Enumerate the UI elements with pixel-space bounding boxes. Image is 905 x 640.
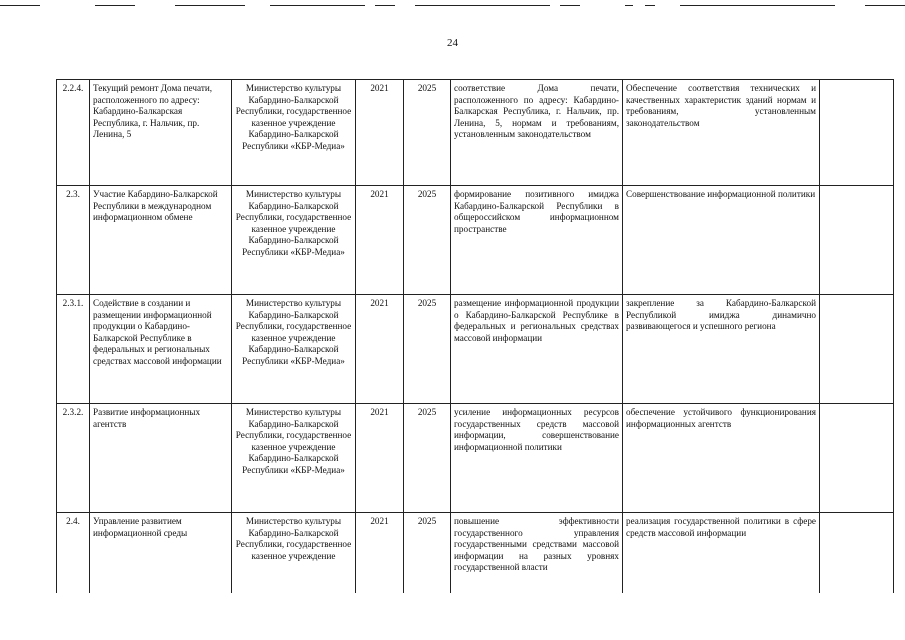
empty-cell — [820, 80, 894, 186]
row-number: 2.2.4. — [57, 80, 90, 186]
table-row — [57, 80, 894, 186]
scan-line — [560, 5, 580, 6]
measure-name: Управление развитием информационной среды — [90, 513, 232, 593]
table-row — [57, 186, 894, 295]
program-table — [56, 79, 894, 593]
measure-name: Участие Кабардино-Балкарской Республики в международном информационном обмене — [90, 186, 232, 295]
empty-cell — [820, 513, 894, 593]
measure-name: Развитие информационных агентств — [90, 404, 232, 513]
measure-content: размещение информационной продукции о Кабардино-Балкарской Республике в федеральных и региональных средствах массовой информации — [451, 295, 623, 404]
end-year: 2025 — [404, 404, 451, 513]
scan-line — [680, 5, 835, 6]
scan-line — [865, 5, 905, 6]
table-row — [57, 513, 894, 593]
measure-content: повышение эффективности государственного управления государственными средствами массовой информации на разных уровнях государственной власти — [451, 513, 623, 593]
executor: Министерство культуры Кабардино-Балкарской Республики, государственное казенное учреждение Кабардино-Балкарской Республики «КБР-Медиа» — [232, 295, 356, 404]
executor: Министерство культуры Кабардино-Балкарской Республики, государственное казенное учреждение Кабардино-Балкарской Республики «КБР-Медиа» — [232, 404, 356, 513]
measure-content: формирование позитивного имиджа Кабардино-Балкарской Республики в общероссийском информационном пространстве — [451, 186, 623, 295]
empty-cell — [820, 404, 894, 513]
row-number: 2.3.1. — [57, 295, 90, 404]
scan-line — [625, 5, 633, 6]
end-year: 2025 — [404, 80, 451, 186]
executor: Министерство культуры Кабардино-Балкарской Республики, государственное казенное учреждение — [232, 513, 356, 593]
expected-result: Совершенствование информационной политики — [623, 186, 820, 295]
expected-result: закрепление за Кабардино-Балкарской Республикой имиджа динамично развивающегося и успешного региона — [623, 295, 820, 404]
executor: Министерство культуры Кабардино-Балкарской Республики, государственное казенное учреждение Кабардино-Балкарской Республики «КБР-Медиа» — [232, 186, 356, 295]
start-year: 2021 — [356, 513, 404, 593]
start-year: 2021 — [356, 80, 404, 186]
scan-line — [95, 5, 135, 6]
expected-result: реализация государственной политики в сфере средств массовой информации — [623, 513, 820, 593]
measure-name: Текущий ремонт Дома печати, расположенного по адресу: Кабардино-Балкарская Республика, г. Нальчик, пр. Ленина, 5 — [90, 80, 232, 186]
start-year: 2021 — [356, 186, 404, 295]
measure-content: усиление информационных ресурсов государственных средств массовой информации, совершенствование информационной политики — [451, 404, 623, 513]
empty-cell — [820, 186, 894, 295]
measure-content: соответствие Дома печати, расположенного по адресу: Кабардино-Балкарская Республика, г. Нальчик, пр. Ленина, 5, нормам и требованиям, установленным законодательством — [451, 80, 623, 186]
end-year: 2025 — [404, 186, 451, 295]
scan-line — [375, 5, 395, 6]
empty-cell — [820, 295, 894, 404]
start-year: 2021 — [356, 295, 404, 404]
scan-line — [175, 5, 245, 6]
expected-result: Обеспечение соответствия технических и качественных характеристик зданий нормам и требованиям, установленным законодательством — [623, 80, 820, 186]
scan-line — [270, 5, 365, 6]
scan-line — [645, 5, 655, 6]
table-row — [57, 295, 894, 404]
executor: Министерство культуры Кабардино-Балкарской Республики, государственное казенное учреждение Кабардино-Балкарской Республики «КБР-Медиа» — [232, 80, 356, 186]
measure-name: Содействие в создании и размещении информационной продукции о Кабардино-Балкарской Республике в федеральных и региональных средствах массовой информации — [90, 295, 232, 404]
end-year: 2025 — [404, 513, 451, 593]
row-number: 2.3. — [57, 186, 90, 295]
expected-result: обеспечение устойчивого функционирования информационных агентств — [623, 404, 820, 513]
row-number: 2.3.2. — [57, 404, 90, 513]
start-year: 2021 — [356, 404, 404, 513]
table-row — [57, 404, 894, 513]
page-number: 24 — [447, 37, 458, 49]
end-year: 2025 — [404, 295, 451, 404]
scan-line — [415, 5, 550, 6]
row-number: 2.4. — [57, 513, 90, 593]
scan-line — [0, 5, 40, 6]
